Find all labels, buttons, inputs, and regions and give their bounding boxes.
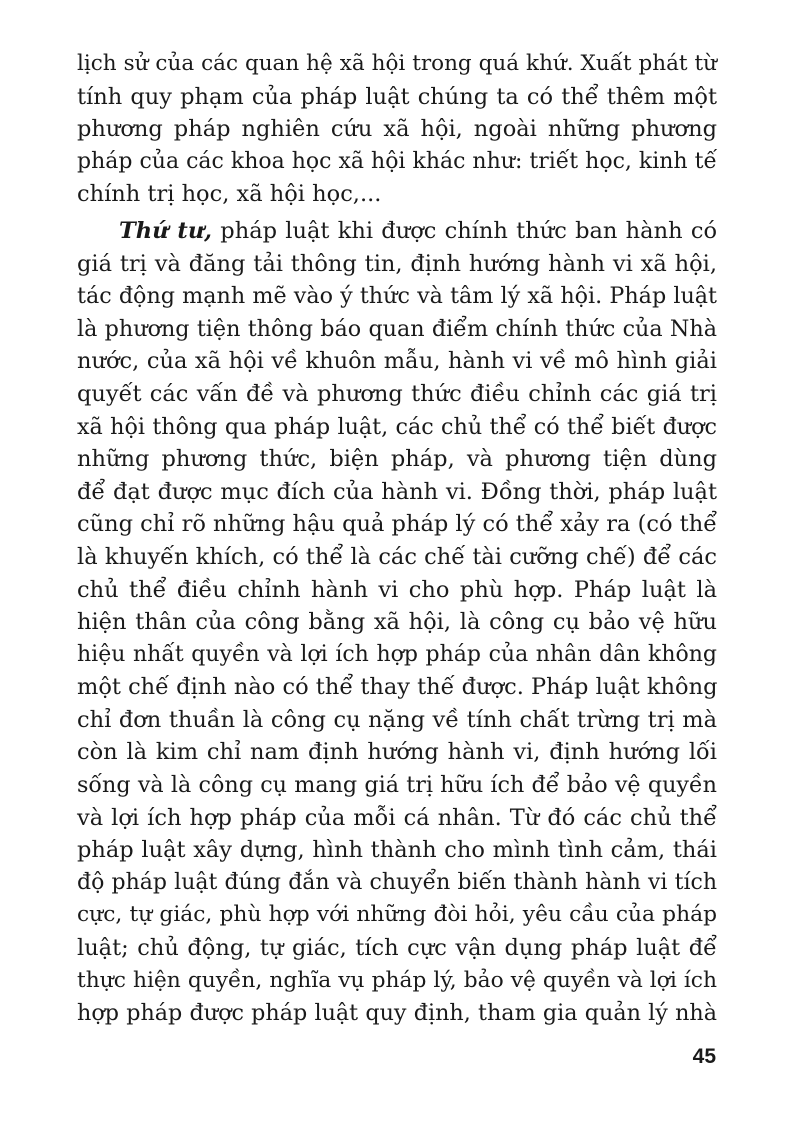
text-line-first	[77, 215, 717, 248]
text-line: luật; chủ động, tự giác, tích cực vận dụng pháp luật để	[77, 935, 717, 962]
page-number: 45	[692, 1045, 716, 1068]
text-line: chỉ đơn thuần là công cụ nặng về tính chất trừng trị mà	[77, 706, 717, 733]
text-line: cũng chỉ rõ những hậu quả pháp lý có thể xảy ra (có thể	[77, 511, 718, 538]
text-line: là khuyến khích, có thể là các chế tài cưỡng chế) để các	[77, 543, 717, 570]
text-line: những phương thức, biện pháp, và phương tiện dùng	[77, 446, 717, 473]
text-line: hợp pháp được pháp luật quy định, tham gia quản lý nhà	[77, 1000, 717, 1027]
text-line: một chế định nào có thể thay thế được. Pháp luật không	[77, 674, 718, 701]
text-line: hiệu nhất quyền và lợi ích hợp pháp của nhân dân không	[77, 641, 717, 667]
text-line-rest: pháp luật khi được chính thức ban hành có	[212, 217, 717, 244]
text-line: tác động mạnh mẽ vào ý thức và tâm lý xã hội. Pháp luật	[77, 283, 717, 310]
text-line: pháp của các khoa học xã hội khác như: triết học, kinh tế	[77, 148, 717, 174]
paragraph-2	[77, 215, 717, 1030]
text-line: hiện thân của công bằng xã hội, là công cụ bảo vệ hữu	[77, 609, 717, 636]
paragraph-1	[77, 48, 717, 211]
text-line: tính quy phạm của pháp luật chúng ta có thể thêm một	[77, 83, 717, 110]
page-body	[77, 48, 717, 1030]
text-line: là phương tiện thông báo quan điểm chính thức của Nhà	[77, 315, 717, 342]
text-line: pháp luật xây dựng, hình thành cho mình tình cảm, thái	[77, 837, 717, 864]
text-line: nước, của xã hội về khuôn mẫu, hành vi về mô hình giải	[77, 348, 717, 375]
text-line: lịch sử của các quan hệ xã hội trong quá khứ. Xuất phát từ	[77, 51, 717, 76]
paragraph-lead: Thứ tư,	[119, 217, 213, 244]
text-line: để đạt được mục đích của hành vi. Đồng thời, pháp luật	[77, 478, 717, 505]
text-line: phương pháp nghiên cứu xã hội, ngoài những phương	[77, 116, 717, 143]
text-line: giá trị và đăng tải thông tin, định hướng hành vi xã hội,	[77, 250, 717, 277]
text-line: cực, tự giác, phù hợp với những đòi hỏi, yêu cầu của pháp	[77, 902, 717, 928]
text-line: sống và là công cụ mang giá trị hữu ích để bảo vệ quyền	[77, 772, 717, 799]
text-line: quyết các vấn đề và phương thức điều chỉnh các giá trị	[77, 380, 717, 407]
text-line: chính trị học, xã hội học,...	[77, 181, 382, 208]
text-line: thực hiện quyền, nghĩa vụ pháp lý, bảo vệ quyền và lợi ích	[77, 967, 717, 993]
text-line: và lợi ích hợp pháp của mỗi cá nhân. Từ đó các chủ thể	[77, 804, 717, 831]
text-line: chủ thể điều chỉnh hành vi cho phù hợp. Pháp luật là	[77, 576, 717, 603]
text-line: còn là kim chỉ nam định hướng hành vi, định hướng lối	[77, 739, 717, 766]
text-line: độ pháp luật đúng đắn và chuyển biến thành hành vi tích	[77, 869, 717, 895]
text-line: xã hội thông qua pháp luật, các chủ thể có thể biết được	[77, 413, 717, 440]
